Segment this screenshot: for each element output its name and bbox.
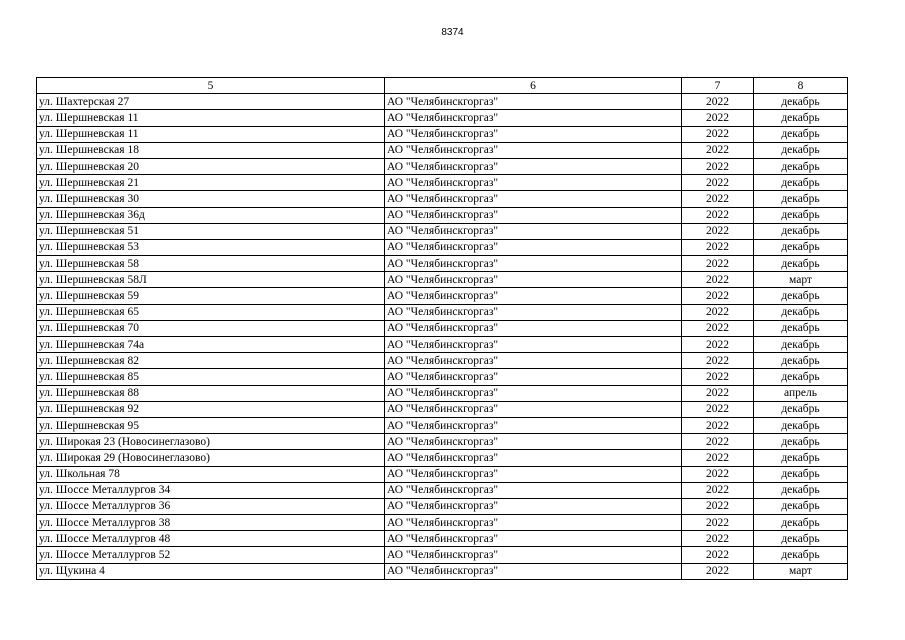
year-cell: 2022 (682, 563, 754, 579)
address-cell: ул. Шершневская 85 (37, 369, 385, 385)
organization-cell: АО "Челябинскгоргаз" (385, 110, 682, 126)
organization-cell: АО "Челябинскгоргаз" (385, 563, 682, 579)
organization-cell: АО "Челябинскгоргаз" (385, 515, 682, 531)
table-row (37, 223, 848, 239)
table-row (37, 531, 848, 547)
year-cell: 2022 (682, 126, 754, 142)
month-cell: декабрь (754, 320, 848, 336)
month-cell: декабрь (754, 450, 848, 466)
month-cell: декабрь (754, 223, 848, 239)
table-row (37, 320, 848, 336)
table-row (37, 288, 848, 304)
month-cell: декабрь (754, 158, 848, 174)
header-row (37, 78, 848, 94)
table-row (37, 547, 848, 563)
year-cell: 2022 (682, 175, 754, 191)
month-cell: декабрь (754, 337, 848, 353)
table-row (37, 110, 848, 126)
organization-cell: АО "Челябинскгоргаз" (385, 353, 682, 369)
year-cell: 2022 (682, 531, 754, 547)
year-cell: 2022 (682, 337, 754, 353)
address-cell: ул. Шершневская 11 (37, 110, 385, 126)
organization-cell: АО "Челябинскгоргаз" (385, 401, 682, 417)
address-cell: ул. Шершневская 65 (37, 304, 385, 320)
organization-cell: АО "Челябинскгоргаз" (385, 239, 682, 255)
month-cell: декабрь (754, 288, 848, 304)
table-row (37, 126, 848, 142)
month-cell: декабрь (754, 126, 848, 142)
address-cell: ул. Шершневская 95 (37, 417, 385, 433)
organization-cell: АО "Челябинскгоргаз" (385, 547, 682, 563)
address-cell: ул. Шоссе Металлургов 36 (37, 498, 385, 514)
organization-cell: АО "Челябинскгоргаз" (385, 450, 682, 466)
organization-cell: АО "Челябинскгоргаз" (385, 94, 682, 110)
year-cell: 2022 (682, 547, 754, 563)
month-cell: март (754, 563, 848, 579)
address-cell: ул. Шоссе Металлургов 38 (37, 515, 385, 531)
address-cell: ул. Шоссе Металлургов 52 (37, 547, 385, 563)
month-cell: декабрь (754, 417, 848, 433)
table-row (37, 515, 848, 531)
year-cell: 2022 (682, 304, 754, 320)
address-cell: ул. Щукина 4 (37, 563, 385, 579)
table-row (37, 94, 848, 110)
year-cell: 2022 (682, 466, 754, 482)
organization-cell: АО "Челябинскгоргаз" (385, 337, 682, 353)
month-cell: декабрь (754, 434, 848, 450)
organization-cell: АО "Челябинскгоргаз" (385, 272, 682, 288)
address-cell: ул. Шершневская 11 (37, 126, 385, 142)
organization-cell: АО "Челябинскгоргаз" (385, 498, 682, 514)
address-cell: ул. Шоссе Металлургов 48 (37, 531, 385, 547)
month-cell: декабрь (754, 369, 848, 385)
table-row (37, 175, 848, 191)
address-cell: ул. Шершневская 36д (37, 207, 385, 223)
year-cell: 2022 (682, 369, 754, 385)
address-cell: ул. Шершневская 30 (37, 191, 385, 207)
address-cell: ул. Шершневская 92 (37, 401, 385, 417)
month-cell: декабрь (754, 482, 848, 498)
table-row (37, 385, 848, 401)
month-cell: декабрь (754, 547, 848, 563)
year-cell: 2022 (682, 272, 754, 288)
address-cell: ул. Шершневская 51 (37, 223, 385, 239)
organization-cell: АО "Челябинскгоргаз" (385, 531, 682, 547)
table-row (37, 337, 848, 353)
month-cell: апрель (754, 385, 848, 401)
month-cell: декабрь (754, 142, 848, 158)
address-cell: ул. Шершневская 53 (37, 239, 385, 255)
address-cell: ул. Шершневская 21 (37, 175, 385, 191)
year-cell: 2022 (682, 110, 754, 126)
year-cell: 2022 (682, 191, 754, 207)
address-cell: ул. Шершневская 59 (37, 288, 385, 304)
column-header-7: 7 (682, 78, 754, 94)
table-row (37, 401, 848, 417)
year-cell: 2022 (682, 417, 754, 433)
organization-cell: АО "Челябинскгоргаз" (385, 126, 682, 142)
table-row (37, 304, 848, 320)
table-row (37, 207, 848, 223)
address-cell: ул. Широкая 23 (Новосинеглазово) (37, 434, 385, 450)
month-cell: декабрь (754, 175, 848, 191)
address-cell: ул. Шахтерская 27 (37, 94, 385, 110)
organization-cell: АО "Челябинскгоргаз" (385, 417, 682, 433)
organization-cell: АО "Челябинскгоргаз" (385, 466, 682, 482)
year-cell: 2022 (682, 434, 754, 450)
organization-cell: АО "Челябинскгоргаз" (385, 256, 682, 272)
year-cell: 2022 (682, 515, 754, 531)
address-cell: ул. Школьная 78 (37, 466, 385, 482)
table-row (37, 417, 848, 433)
organization-cell: АО "Челябинскгоргаз" (385, 158, 682, 174)
year-cell: 2022 (682, 94, 754, 110)
year-cell: 2022 (682, 385, 754, 401)
year-cell: 2022 (682, 288, 754, 304)
month-cell: декабрь (754, 256, 848, 272)
year-cell: 2022 (682, 142, 754, 158)
table-row (37, 256, 848, 272)
address-cell: ул. Шоссе Металлургов 34 (37, 482, 385, 498)
address-cell: ул. Шершневская 70 (37, 320, 385, 336)
column-header-6: 6 (385, 78, 682, 94)
address-cell: ул. Шершневская 88 (37, 385, 385, 401)
month-cell: декабрь (754, 207, 848, 223)
address-cell: ул. Широкая 29 (Новосинеглазово) (37, 450, 385, 466)
year-cell: 2022 (682, 482, 754, 498)
table-row (37, 498, 848, 514)
year-cell: 2022 (682, 158, 754, 174)
month-cell: март (754, 272, 848, 288)
month-cell: декабрь (754, 110, 848, 126)
address-cell: ул. Шершневская 58Л (37, 272, 385, 288)
column-header-5: 5 (37, 78, 385, 94)
table-row (37, 272, 848, 288)
column-header-8: 8 (754, 78, 848, 94)
organization-cell: АО "Челябинскгоргаз" (385, 434, 682, 450)
schedule-table (36, 77, 848, 580)
table-row (37, 434, 848, 450)
address-cell: ул. Шершневская 58 (37, 256, 385, 272)
organization-cell: АО "Челябинскгоргаз" (385, 385, 682, 401)
month-cell: декабрь (754, 498, 848, 514)
organization-cell: АО "Челябинскгоргаз" (385, 142, 682, 158)
address-cell: ул. Шершневская 20 (37, 158, 385, 174)
month-cell: декабрь (754, 531, 848, 547)
organization-cell: АО "Челябинскгоргаз" (385, 482, 682, 498)
month-cell: декабрь (754, 515, 848, 531)
organization-cell: АО "Челябинскгоргаз" (385, 369, 682, 385)
organization-cell: АО "Челябинскгоргаз" (385, 191, 682, 207)
address-cell: ул. Шершневская 18 (37, 142, 385, 158)
year-cell: 2022 (682, 320, 754, 336)
table-body (37, 94, 848, 580)
table-row (37, 482, 848, 498)
year-cell: 2022 (682, 401, 754, 417)
address-cell: ул. Шершневская 74а (37, 337, 385, 353)
month-cell: декабрь (754, 304, 848, 320)
year-cell: 2022 (682, 498, 754, 514)
year-cell: 2022 (682, 450, 754, 466)
organization-cell: АО "Челябинскгоргаз" (385, 223, 682, 239)
table-row (37, 353, 848, 369)
organization-cell: АО "Челябинскгоргаз" (385, 288, 682, 304)
organization-cell: АО "Челябинскгоргаз" (385, 175, 682, 191)
year-cell: 2022 (682, 353, 754, 369)
year-cell: 2022 (682, 223, 754, 239)
month-cell: декабрь (754, 466, 848, 482)
table-row (37, 239, 848, 255)
year-cell: 2022 (682, 239, 754, 255)
year-cell: 2022 (682, 207, 754, 223)
table-row (37, 466, 848, 482)
organization-cell: АО "Челябинскгоргаз" (385, 304, 682, 320)
month-cell: декабрь (754, 191, 848, 207)
table-row (37, 191, 848, 207)
address-cell: ул. Шершневская 82 (37, 353, 385, 369)
month-cell: декабрь (754, 94, 848, 110)
month-cell: декабрь (754, 353, 848, 369)
table-row (37, 450, 848, 466)
table-row (37, 142, 848, 158)
organization-cell: АО "Челябинскгоргаз" (385, 207, 682, 223)
organization-cell: АО "Челябинскгоргаз" (385, 320, 682, 336)
table-row (37, 158, 848, 174)
month-cell: декабрь (754, 401, 848, 417)
month-cell: декабрь (754, 239, 848, 255)
page-number: 8374 (441, 27, 464, 38)
year-cell: 2022 (682, 256, 754, 272)
table-row (37, 563, 848, 579)
table-row (37, 369, 848, 385)
